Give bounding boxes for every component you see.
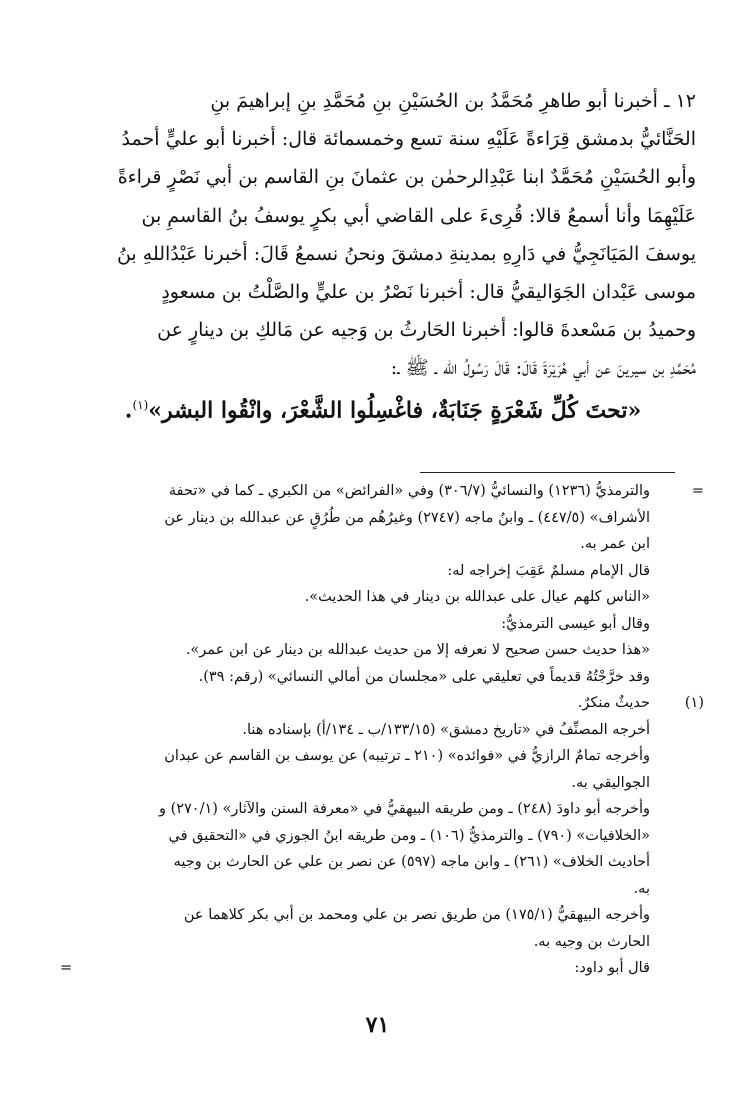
footnote-line: أخرجه المصنِّفُ في «تاريخ دمشق» (١٣٣/١٥/ب ـ ١٣٤/أ) بإسناده هنا.	[242, 721, 650, 738]
continuation-marker: =	[691, 483, 704, 499]
footnote-line: الحارث بن وجيه به.	[533, 933, 650, 950]
footnote-text: قال أبو داود:	[574, 960, 650, 976]
footnote-line: الجواليقي به.	[571, 774, 650, 791]
footnote-line: به.	[633, 880, 650, 897]
hadith-chain-text	[70, 82, 696, 388]
footnote-divider	[420, 472, 675, 473]
text-line: وأبو الحُسَيْنِ مُحَمَّدٌ ابنا عَبْدِالرحمٰن بن عثمانَ بنِ القاسم بن أبي نَصْرٍ قراءةً	[117, 166, 696, 189]
footnote-continued-line: «الناس كلهم عيال على عبدالله بن دينار في هذا الحديث».	[304, 589, 650, 605]
text-line: مُحَمَّدِ بن سيرينَ عن أبي هُرَيْرَةَ قَالَ: قَالَ رَسُولُ الله ـ ﷺ ـ:	[390, 357, 696, 380]
text-line: الحَنَّائيُّ بدمشق قِرَاءةً عَلَيْهِ سنة تسع وخمسمائة قال: أخبرنا أبو عليٍّ أحمدُ	[121, 128, 696, 151]
footnote-continued-line: الأشراف» (٤٤٧/٥) ـ وابنُ ماجه (٢٧٤٧) وغيرُهُم من طُرُقٍ عن عبدالله بن دينار عن	[164, 509, 650, 526]
footnote-line: وأخرجه تمامٌ الرازيُّ في «فوائده» (٢١٠ ـ ترتيبه) عن يوسف بن القاسم عن عبدان	[164, 748, 650, 764]
text-line: ١٢ ـ أخبرنا أبو طاهرِ مُحَمَّدُ بن الحُسَيْنِ بنِ مُحَمَّدِ بنِ إبراهيمَ بنِ	[210, 90, 696, 112]
footnote-line: وأخرجه أبو داودَ (٢٤٨) ـ ومن طريقه البيهقيُّ في «معرفة السنن والآثار» (٢٧٠/١) و	[158, 801, 650, 817]
footnotes-section	[60, 478, 704, 982]
text-line: موسى عَبْدان الجَوَاليقيُّ قال: أخبرنا نَصْرُ بن عليٍّ والصَّلْتُ بن مسعودٍ	[161, 281, 696, 304]
footnote-line: «الخلافيات» (٧٩٠) ـ والترمذيُّ (١٠٦) ـ ومن طريقه ابنُ الجوزي في «التحقيق في	[168, 827, 650, 844]
page-number: ٧١	[365, 1012, 390, 1038]
footnote-number: (١)	[684, 695, 704, 711]
footnote-reference: (١)	[132, 398, 149, 412]
text-line: عَلَيْهِمَا وأنا أسمعُ قالا: قُرِىءَ على القاضي أبي بكرٍ يوسفُ بنُ القاسمِ بن	[141, 204, 696, 227]
hadith-text	[70, 385, 696, 430]
hadith-end-period: .	[124, 397, 133, 424]
footnote-continued-line: ابن عمر به.	[580, 536, 650, 552]
hadith-quote: «تحتَ كُلِّ شَعْرَةٍ جَنَابَةٌ، فاغْسِلُوا الشَّعْرَ، وانْقُوا البشر»	[148, 397, 642, 424]
footnote-continued-line: «هذا حديث حسن صحيح لا نعرفه إلا من حديث عبدالله بن دينار عن ابن عمر».	[185, 642, 650, 658]
footnote-one-first-line	[70, 690, 704, 717]
footnote-line: أحاديث الخلاف» (٢٦١) ـ وابن ماجه (٥٩٧) عن نصر بن علي عن الحارث بن وجيه	[173, 854, 650, 870]
footnote-last-line	[60, 955, 696, 982]
footnote-text: والترمذيُّ (١٢٣٦) والنسائيُّ (٣٠٦/٧) وفي «الفرائض» من الكبري ـ كما في «تحفة	[168, 483, 650, 499]
footnote-continued-line: وقد خرَّجْتُهُ قديماً في تعليقي على «مجلسان من أمالي النسائي» (رقم: ٣٩).	[198, 668, 650, 685]
footnote-continued-line	[70, 478, 704, 505]
text-line: وحميدُ بن مَسْعدةَ قالوا: أخبرنا الحَارثُ بن وَجيه عن مَالكِ بن دينارٍ عن	[157, 319, 696, 342]
footnote-text: حديثٌ منكرٌ.	[577, 695, 650, 711]
continues-next-page-marker: =	[60, 960, 73, 976]
footnote-line: وأخرجه البيهقيُّ (١٧٥/١) من طريق نصر بن علي ومحمد بن أبي بكر كلاهما عن	[183, 907, 650, 923]
footnote-continued-line: وقال أبو عيسى الترمذيُّ:	[501, 615, 650, 632]
footnote-continued-line: قال الإمام مسلمٌ عَقِبَ إخراجه له:	[447, 562, 650, 579]
text-line: يوسفَ المَيَانَجِيُّ في دَارِهِ بمدينةِ دمشقَ ونحنُ نسمعُ قَالَ: أخبرنا عَبْدُاللهِ بنُ	[116, 242, 696, 265]
